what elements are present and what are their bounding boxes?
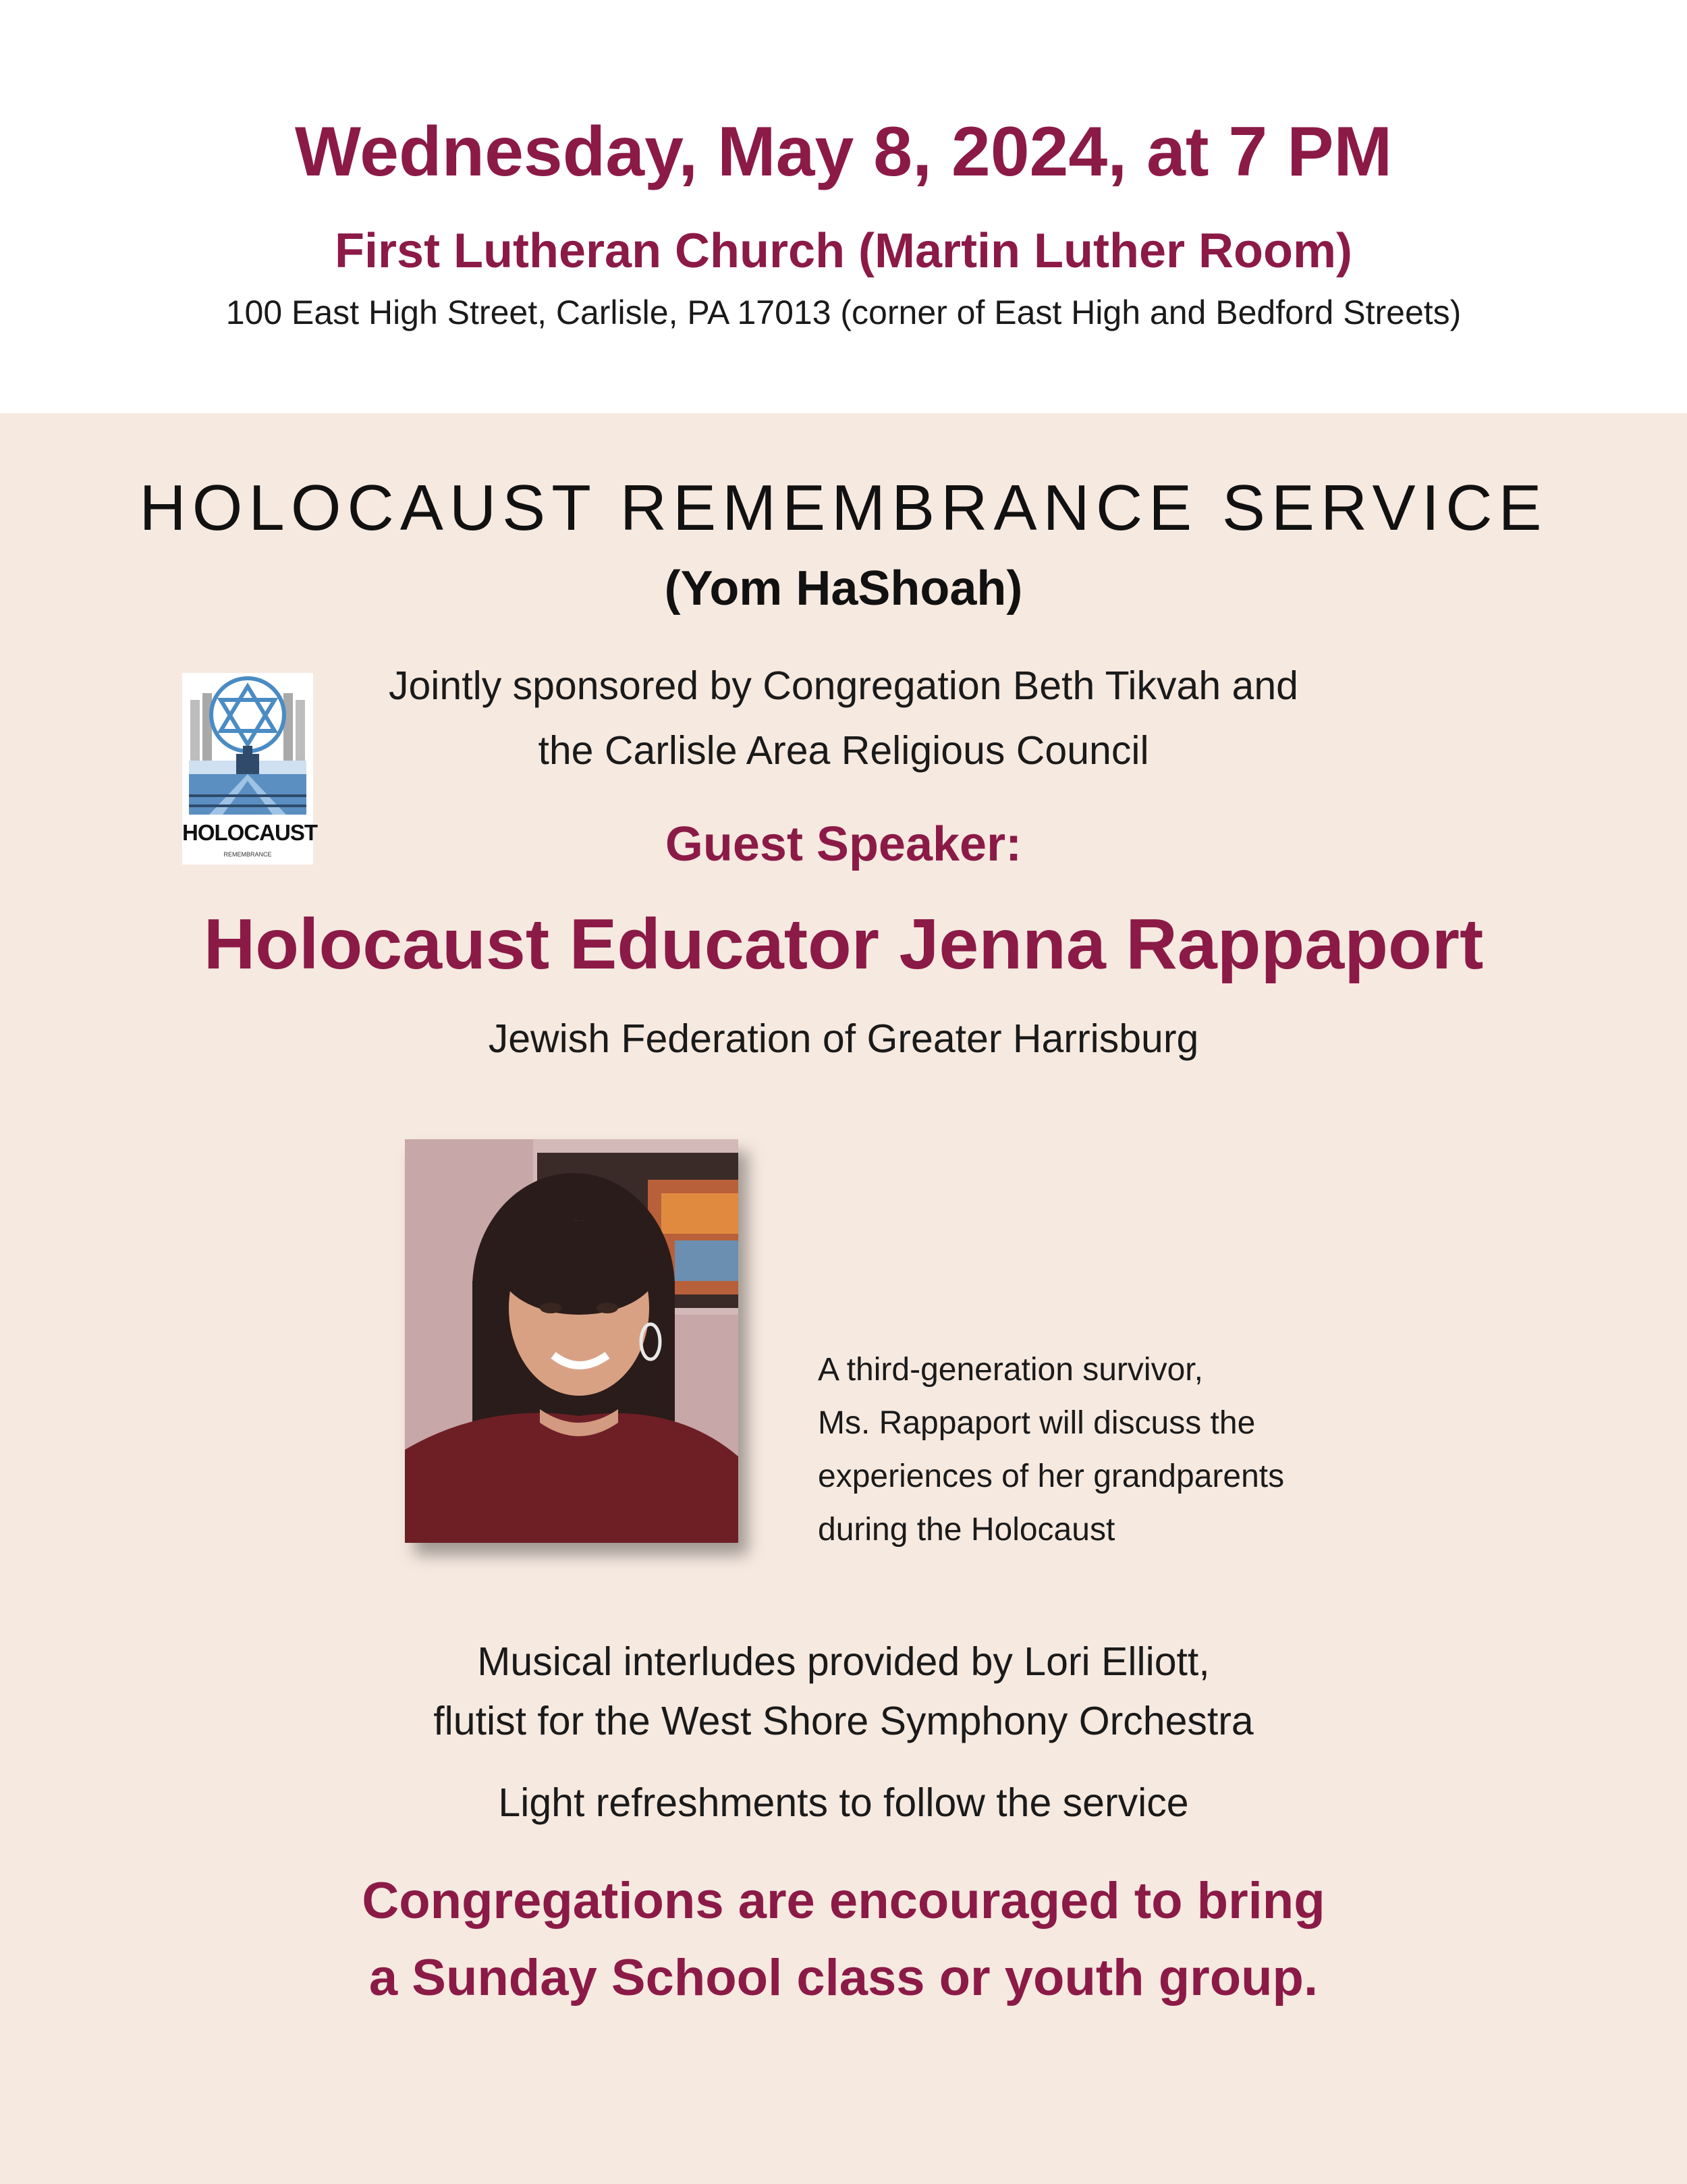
- music-note: [0, 1632, 1687, 1751]
- bio-line-2: Ms. Rappaport will discuss the: [818, 1405, 1256, 1441]
- venue-address: 100 East High Street, Carlisle, PA 17013 (corner of East High and Bedford Streets): [225, 294, 1462, 331]
- speaker-organization: Jewish Federation of Greater Harrisburg: [488, 1016, 1199, 1061]
- guest-speaker-label: Guest Speaker:: [665, 817, 1022, 871]
- sponsor-text: [0, 653, 1687, 783]
- closing-message: [0, 1863, 1687, 2017]
- closing-line-1: Congregations are encouraged to bring: [362, 1872, 1325, 1930]
- refreshments-note: Light refreshments to follow the service: [498, 1780, 1189, 1825]
- bio-line-3: experiences of her grandparents: [818, 1458, 1285, 1494]
- service-subtitle: (Yom HaShoah): [664, 562, 1023, 616]
- music-line-1: Musical interludes provided by Lori Elliott,: [477, 1639, 1210, 1684]
- sponsor-line-2: the Carlisle Area Religious Council: [538, 728, 1149, 773]
- music-line-2: flutist for the West Shore Symphony Orchestra: [433, 1699, 1254, 1743]
- header-band: [0, 0, 1687, 413]
- bio-line-1: A third-generation survivor,: [818, 1352, 1203, 1388]
- speaker-photo: [405, 1139, 738, 1543]
- closing-line-2: a Sunday School class or youth group.: [368, 1949, 1319, 2006]
- logo-subtitle: REMEMBRANCE: [223, 851, 272, 858]
- event-date-time: Wednesday, May 8, 2024, at 7 PM: [294, 113, 1393, 191]
- speaker-bio: [818, 1343, 1358, 1556]
- speaker-name: Holocaust Educator Jenna Rappaport: [203, 904, 1484, 984]
- sponsor-line-1: Jointly sponsored by Congregation Beth Tikvah and: [388, 663, 1298, 708]
- bio-line-4: during the Holocaust: [818, 1512, 1115, 1548]
- logo-wordmark: HOLOCAUST: [182, 820, 317, 845]
- service-title: HOLOCAUST REMEMBRANCE SERVICE: [139, 472, 1548, 544]
- venue-name: First Lutheran Church (Martin Luther Room): [335, 224, 1352, 278]
